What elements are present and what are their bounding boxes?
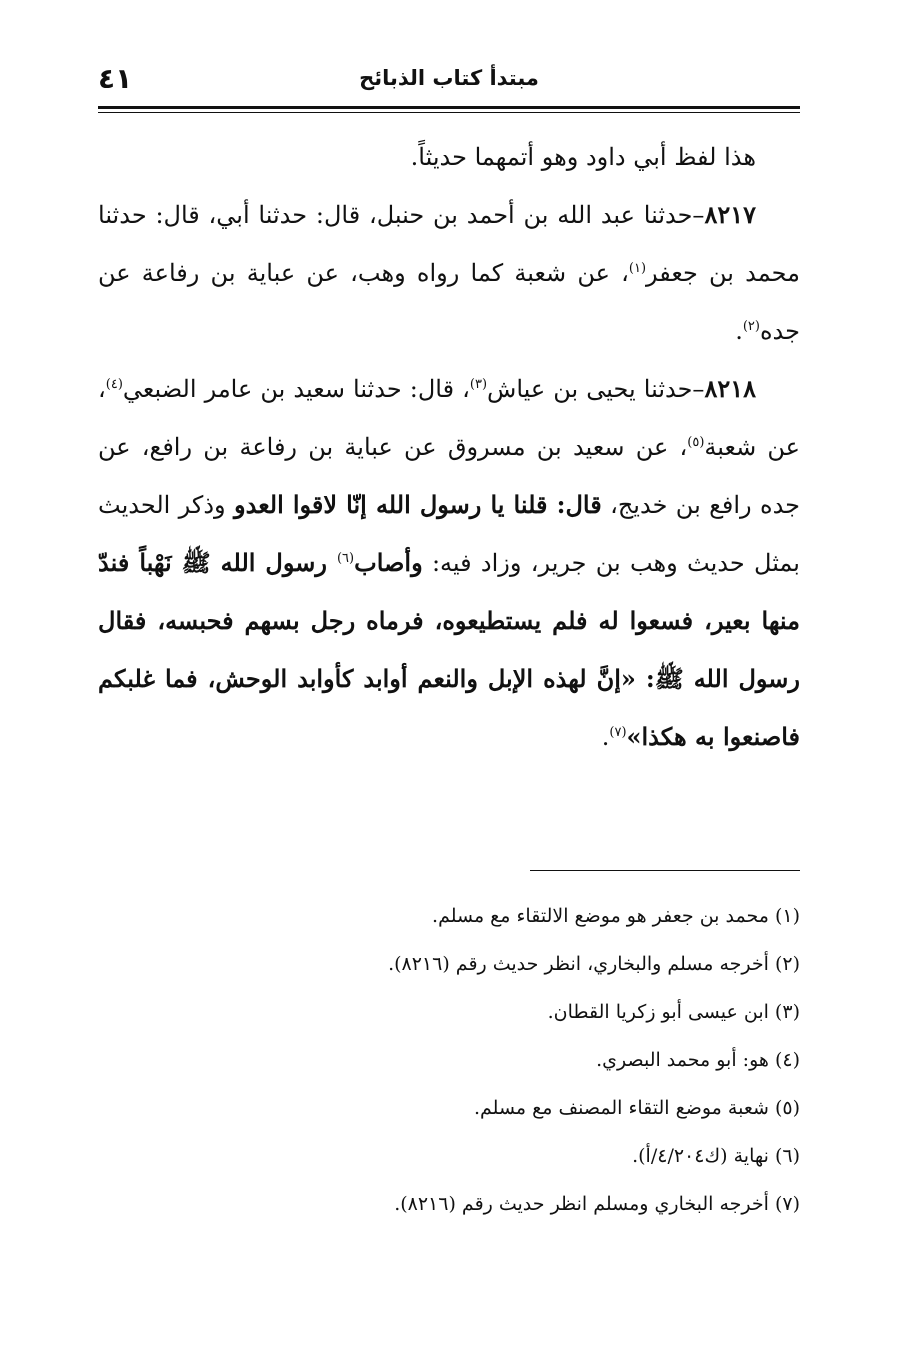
footnote-ref[interactable]: (٦) (336, 551, 355, 566)
hadith-text: . (601, 723, 610, 751)
footnotes (98, 892, 800, 1228)
hadith-matn: قال: قلنا يا رسول الله إنّا لاقوا العدو (234, 490, 602, 519)
footnote-7: (٧) أخرجه البخاري ومسلم انظر حديث رقم (٨٢١٦). (394, 1193, 800, 1215)
footnote-3: (٣) ابن عيسى أبو زكريا القطان. (547, 1001, 800, 1023)
hadith-8217 (98, 186, 800, 360)
hadith-matn: رسول الله ﷺ نَهْباً فندّ منها بعير، فسعوا له فلم يستطيعوه، فرماه رجل بسهم فحبسه، فقال رسول الله ﷺ: «إنَّ لهذه الإبل والنعم أوابد كأوابد الوحش، فما غلبكم فاصنعوا به هكذا» (98, 548, 800, 751)
hadith-text: وذكر الحديث بمثل حديث وهب بن جرير، وزاد فيه: (98, 491, 800, 577)
footnote-6: (٦) نهاية (ك٤/٢٠٤/أ). (632, 1145, 800, 1167)
hadith-text: ، عن شعبة (98, 375, 800, 461)
paragraph-intro-text: هذا لفظ أبي داود وهو أتمهما حديثاً. (410, 143, 756, 171)
hadith-8218 (98, 360, 800, 766)
main-text (98, 128, 800, 766)
hadith-text: ، عن شعبة كما رواه وهب، عن عباية بن رفاعة عن جده (98, 259, 800, 345)
footnote-ref[interactable]: (٢) (742, 319, 760, 334)
footnote-5: (٥) شعبة موضع التقاء المصنف مع مسلم. (474, 1097, 800, 1119)
header-rule-thin (98, 112, 800, 113)
hadith-text: –حدثنا عبد الله بن أحمد بن حنبل، قال: حدثنا أبي، قال: حدثنا محمد بن جعفر (98, 201, 800, 287)
footnote-ref[interactable]: (٤) (105, 377, 123, 392)
footnote-1: (١) محمد بن جعفر هو موضع الالتقاء مع مسلم. (432, 905, 800, 927)
chapter-title: مبتدأ كتاب الذبائح (359, 66, 539, 90)
running-header (98, 62, 800, 100)
footnote-ref[interactable]: (٧) (609, 725, 627, 740)
footnote-4: (٤) هو: أبو محمد البصري. (596, 1049, 800, 1071)
footnote-ref[interactable]: (١) (628, 261, 647, 276)
hadith-text: ، قال: حدثنا سعيد بن عامر الضبعي (122, 375, 470, 403)
hadith-number: ٨٢١٧ (704, 200, 756, 229)
hadith-matn: وأصاب (354, 548, 423, 577)
hadith-text: ، عن سعيد بن مسروق عن عباية بن رفاعة بن رافع، عن جده رافع بن خديج، (98, 433, 800, 519)
footnote-2: (٢) أخرجه مسلم والبخاري، انظر حديث رقم (٨٢١٦). (388, 953, 800, 975)
hadith-text: . (735, 317, 743, 345)
hadith-number: ٨٢١٨ (704, 374, 756, 403)
header-rule-thick (98, 106, 800, 109)
hadith-text: –حدثنا يحيى بن عياش (487, 375, 705, 403)
paragraph-intro (98, 128, 800, 186)
footnote-ref[interactable]: (٣) (469, 377, 488, 392)
page-number: ٤١ (98, 62, 133, 95)
footnote-separator (530, 870, 800, 871)
footnote-ref[interactable]: (٥) (687, 435, 705, 450)
